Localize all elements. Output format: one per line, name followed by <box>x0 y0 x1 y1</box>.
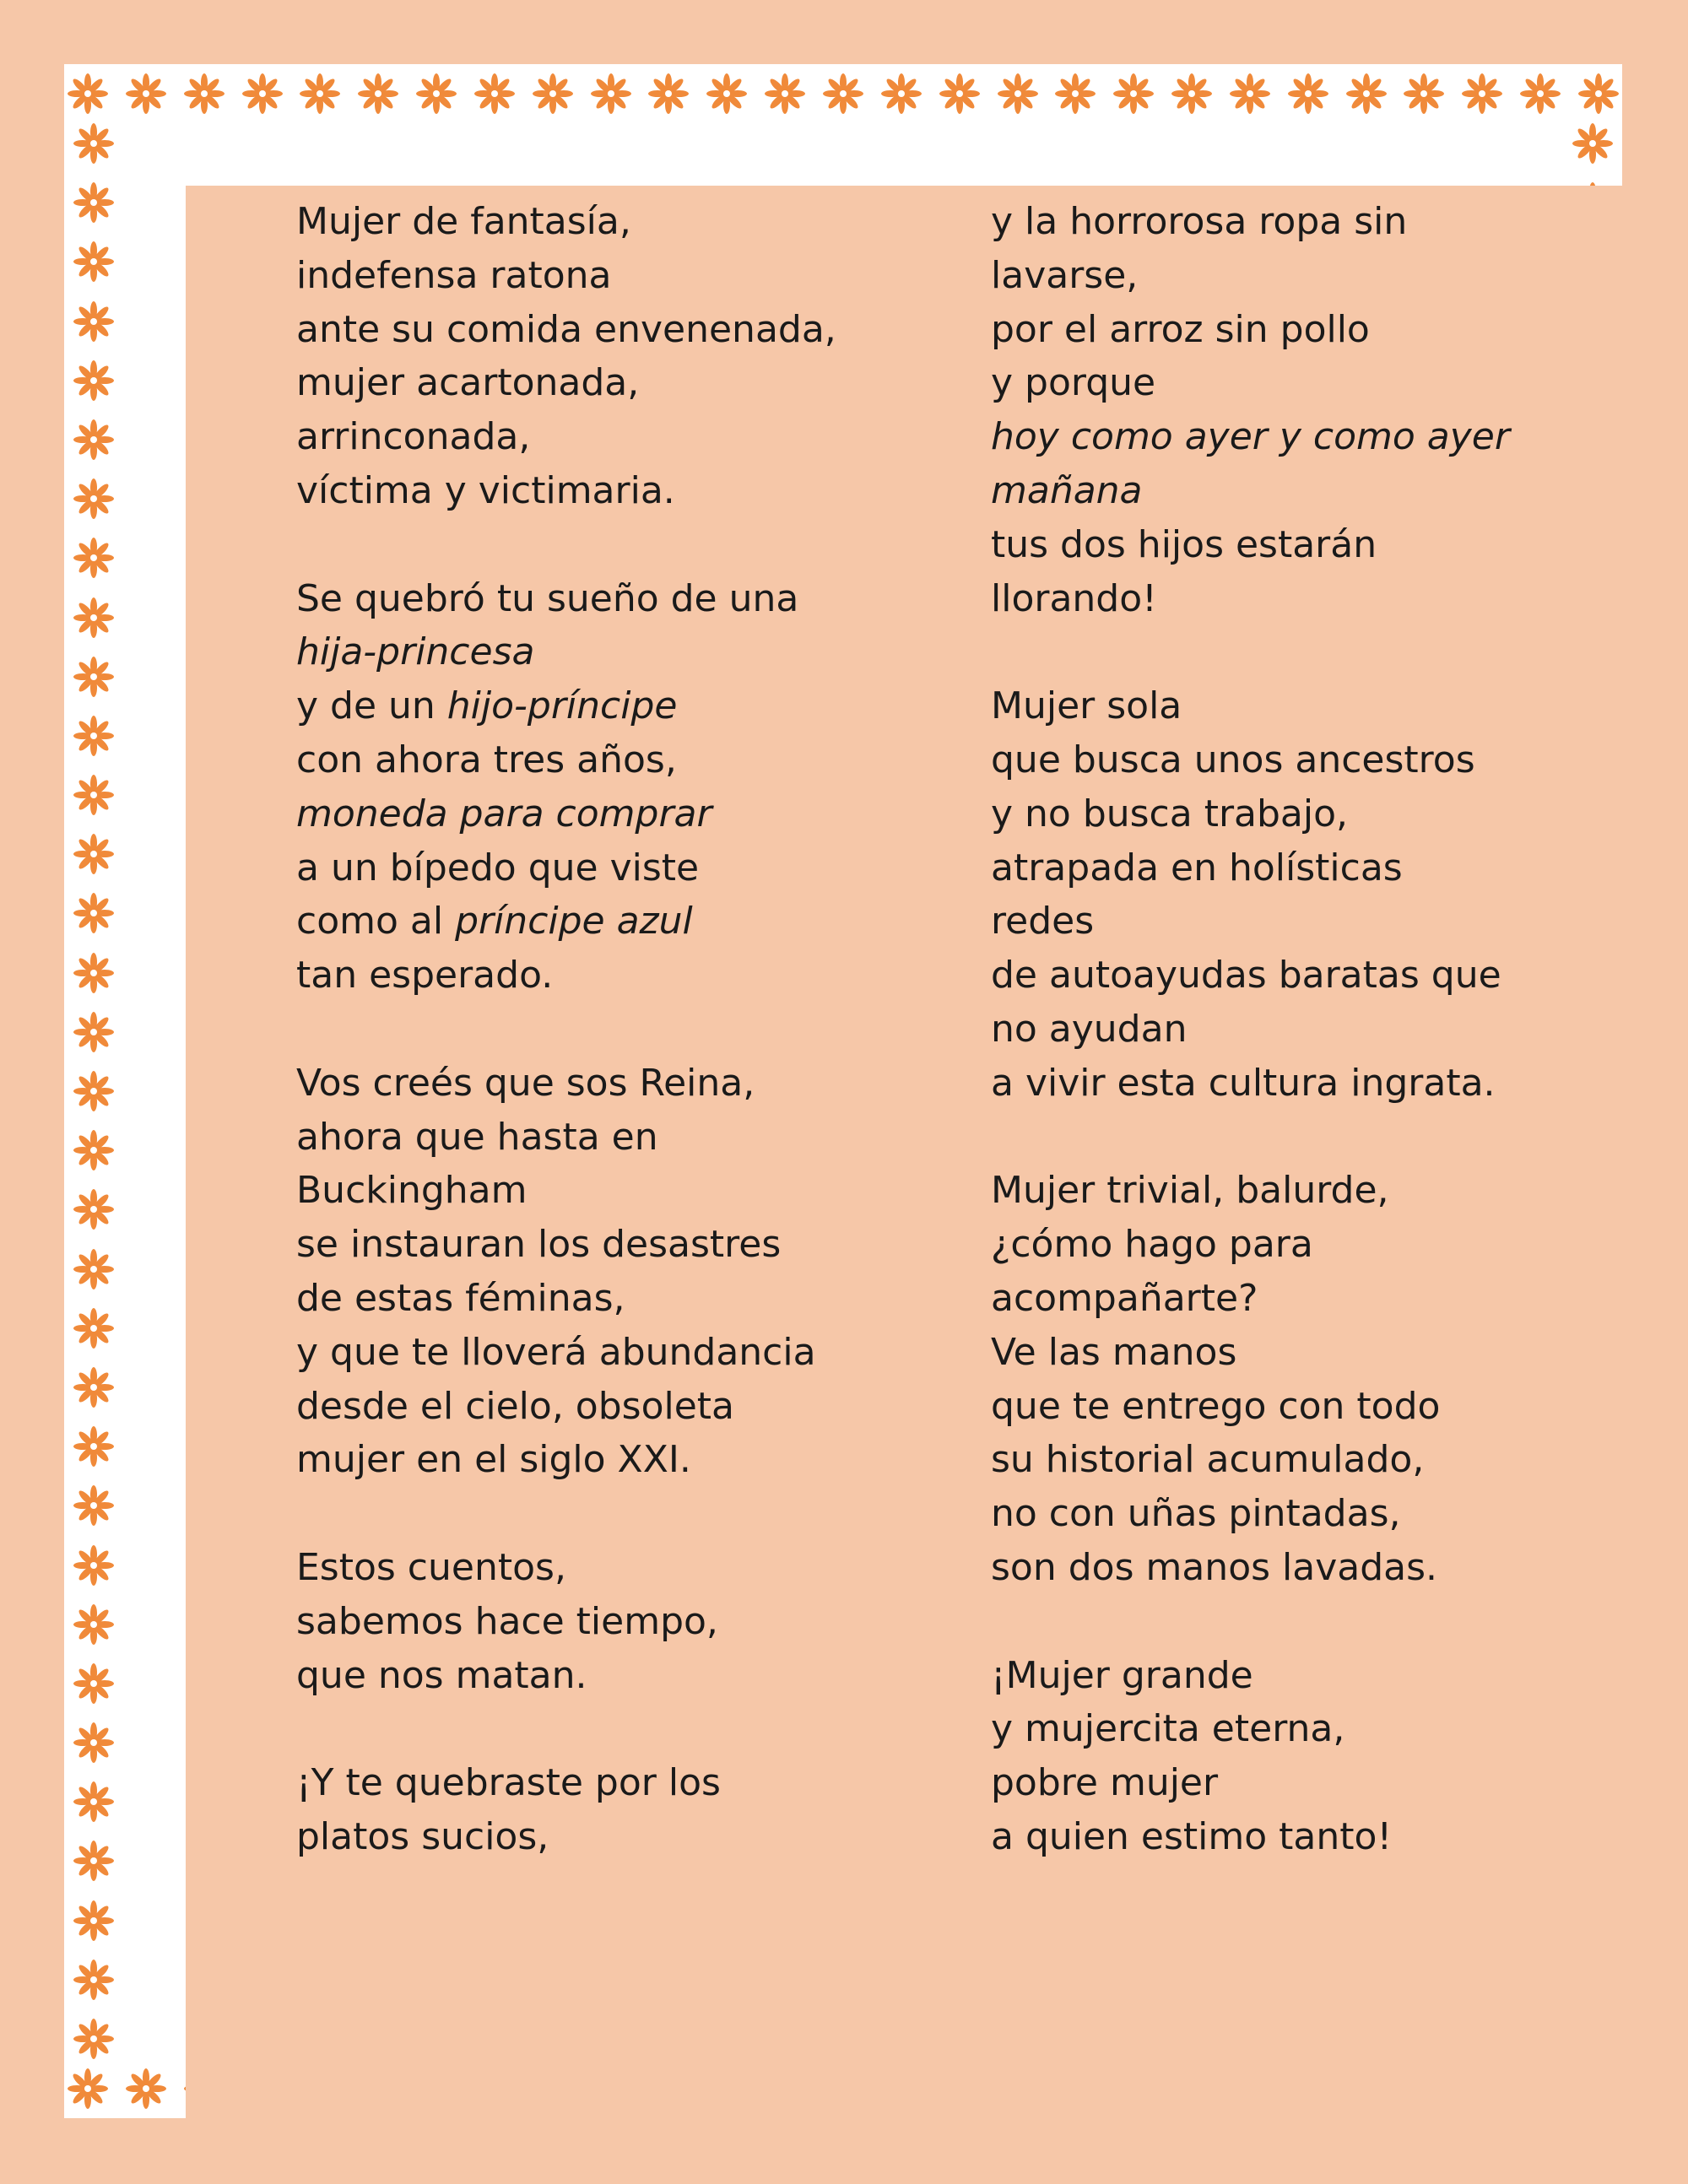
poem-line <box>296 1057 836 1111</box>
poem-line <box>296 1810 836 1864</box>
poem-line <box>296 1595 836 1649</box>
flower-icon <box>298 72 342 116</box>
flower-icon <box>996 72 1040 116</box>
line-text: y porque <box>991 361 1156 405</box>
flower-icon <box>66 72 110 116</box>
flower-icon <box>473 72 517 116</box>
flower-icon <box>72 1365 116 1409</box>
line-text: pobre mujer <box>991 1761 1219 1805</box>
italic-text: mañana <box>991 468 1143 512</box>
poem-line <box>991 1218 1510 1272</box>
flower-icon <box>72 596 116 640</box>
poem-line <box>296 1326 836 1380</box>
flower-icon <box>72 300 116 343</box>
poem-line <box>991 572 1510 626</box>
line-text: mujer acartonada, <box>296 361 640 405</box>
poem-line <box>296 787 836 841</box>
stanza <box>991 1164 1510 1594</box>
poem-line <box>991 895 1510 949</box>
poem-line <box>991 679 1510 733</box>
stanza <box>296 195 836 518</box>
flower-icon <box>72 1603 116 1646</box>
line-text: Mujer trivial, balurde, <box>991 1169 1389 1213</box>
line-text: Buckingham <box>296 1169 528 1213</box>
poem-line <box>991 1756 1510 1810</box>
italic-text: príncipe azul <box>455 900 693 943</box>
poem-line <box>296 356 836 410</box>
line-text: que busca unos ancestros <box>991 738 1475 781</box>
line-text: ahora que hasta en <box>296 1115 658 1159</box>
poem-line <box>991 1649 1510 1703</box>
flower-icon <box>72 832 116 876</box>
line-text: se instauran los desastres <box>296 1223 782 1267</box>
line-text: arrinconada, <box>296 415 531 459</box>
flower-icon <box>1170 72 1214 116</box>
poem-line <box>991 410 1510 464</box>
flower-icon <box>72 1721 116 1765</box>
flower-icon <box>72 1187 116 1231</box>
flower-icon <box>124 2067 168 2111</box>
flower-icon <box>72 1780 116 1824</box>
poem-line <box>296 1433 836 1487</box>
poem-line <box>296 1649 836 1703</box>
flower-icon <box>72 1069 116 1113</box>
poem-column-right <box>991 195 1510 1918</box>
stanza <box>991 679 1510 1110</box>
flower-icon <box>1402 72 1446 116</box>
stanza <box>991 1649 1510 1864</box>
flower-icon <box>763 72 807 116</box>
line-text: con ahora tres años, <box>296 738 677 781</box>
stanza <box>296 1057 836 1487</box>
flower-icon <box>72 1010 116 1054</box>
poem-line <box>296 195 836 249</box>
flower-icon <box>589 72 633 116</box>
line-text: por el arroz sin pollo <box>991 307 1370 351</box>
line-text: y que te lloverá abundancia <box>296 1330 816 1374</box>
line-text: acompañarte? <box>991 1276 1258 1320</box>
flower-icon <box>414 72 458 116</box>
flower-icon <box>72 1662 116 1706</box>
poem-line <box>296 1541 836 1595</box>
poem-line <box>296 895 836 949</box>
line-text: ¡Y te quebraste por los <box>296 1761 721 1805</box>
flower-icon <box>72 1839 116 1883</box>
line-text: Mujer de fantasía, <box>296 200 631 243</box>
poem-line <box>296 1111 836 1165</box>
line-text: tan esperado. <box>296 954 554 997</box>
flower-icon <box>72 1543 116 1587</box>
flower-icon <box>1053 72 1097 116</box>
line-text: Ve las manos <box>991 1330 1237 1374</box>
flower-icon <box>72 2017 116 2061</box>
line-text: sabemos hace tiempo, <box>296 1599 718 1643</box>
poem-line <box>991 1380 1510 1434</box>
flower-icon <box>72 1899 116 1943</box>
poem-line <box>991 1057 1510 1111</box>
line-text: ¡Mujer grande <box>991 1653 1253 1697</box>
flower-icon <box>72 951 116 995</box>
line-text: y la horrorosa ropa sin <box>991 200 1408 243</box>
flower-icon <box>705 72 749 116</box>
line-text: y de un <box>296 684 447 728</box>
line-text: lavarse, <box>991 253 1139 297</box>
line-text: de estas féminas, <box>296 1276 625 1320</box>
line-text: desde el cielo, obsoleta <box>296 1384 734 1428</box>
flower-icon <box>182 72 226 116</box>
flower-icon <box>72 1424 116 1468</box>
line-text: redes <box>991 900 1095 943</box>
line-text: Vos creés que sos Reina, <box>296 1061 755 1105</box>
italic-text: hijo-príncipe <box>446 684 678 728</box>
poem-line <box>991 1272 1510 1326</box>
flower-icon <box>1571 122 1615 165</box>
flower-icon <box>72 240 116 284</box>
flower-icon <box>1344 72 1388 116</box>
line-text: como al <box>296 900 456 943</box>
flower-icon <box>72 714 116 758</box>
flower-icon <box>72 773 116 817</box>
line-text: de autoayudas baratas que <box>991 954 1501 997</box>
flower-icon <box>72 1484 116 1527</box>
poem-line <box>991 1810 1510 1864</box>
line-text: su historial acumulado, <box>991 1438 1425 1482</box>
poem-line <box>991 733 1510 787</box>
poem-line <box>991 787 1510 841</box>
line-text: y no busca trabajo, <box>991 792 1349 835</box>
line-text: llorando! <box>991 576 1157 620</box>
flower-icon <box>72 1306 116 1350</box>
line-text: que nos matan. <box>296 1653 587 1697</box>
poem-line <box>991 949 1510 1003</box>
poem-line <box>296 841 836 895</box>
line-text: mujer en el siglo XXI. <box>296 1438 691 1482</box>
italic-text: moneda para comprar <box>296 792 712 835</box>
poem-line <box>991 1487 1510 1541</box>
border-left <box>66 122 122 2061</box>
flower-icon <box>66 2067 110 2111</box>
border-top <box>66 66 1620 122</box>
line-text: platos sucios, <box>296 1814 549 1858</box>
stanza <box>296 572 836 1003</box>
poem-line <box>991 1003 1510 1057</box>
flower-icon <box>1460 72 1504 116</box>
line-text: y mujercita eterna, <box>991 1707 1345 1751</box>
flower-icon <box>938 72 982 116</box>
line-text: ¿cómo hago para <box>991 1223 1313 1267</box>
stanza <box>296 1541 836 1702</box>
poem-line <box>296 733 836 787</box>
flower-icon <box>72 359 116 403</box>
poem-column-left <box>296 195 836 1918</box>
flower-icon <box>1577 72 1620 116</box>
flower-icon <box>1286 72 1330 116</box>
line-text: tus dos hijos estarán <box>991 522 1377 566</box>
poem-line <box>296 949 836 1003</box>
poem-line <box>991 1702 1510 1756</box>
flower-icon <box>72 1247 116 1291</box>
poem-line <box>296 464 836 518</box>
flower-icon <box>821 72 865 116</box>
italic-text: hija-princesa <box>296 630 535 674</box>
poem-line <box>991 464 1510 518</box>
line-text: víctima y victimaria. <box>296 468 675 512</box>
poem-line <box>296 1272 836 1326</box>
poem-line <box>991 841 1510 895</box>
poem-line <box>991 195 1510 249</box>
poem-line <box>296 625 836 679</box>
italic-text: hoy como ayer y como ayer <box>991 415 1510 459</box>
flower-icon <box>72 1128 116 1172</box>
line-text: indefensa ratona <box>296 253 612 297</box>
poem-line <box>991 249 1510 303</box>
flower-icon <box>72 181 116 224</box>
poem-line <box>991 1326 1510 1380</box>
flower-icon <box>72 536 116 580</box>
poem-line <box>296 1756 836 1810</box>
stanza <box>991 195 1510 625</box>
flower-icon <box>124 72 168 116</box>
line-text: no ayudan <box>991 1007 1188 1051</box>
poem-line <box>296 249 836 303</box>
flower-icon <box>647 72 690 116</box>
line-text: a vivir esta cultura ingrata. <box>991 1061 1496 1105</box>
poem-line <box>991 1433 1510 1487</box>
flower-icon <box>531 72 575 116</box>
flower-icon <box>72 655 116 699</box>
flower-icon <box>72 122 116 165</box>
line-text: que te entrego con todo <box>991 1384 1441 1428</box>
flower-icon <box>356 72 400 116</box>
poem-line <box>296 1164 836 1218</box>
poem-line <box>296 1218 836 1272</box>
flower-icon <box>72 891 116 935</box>
flower-icon <box>1112 72 1155 116</box>
flower-icon <box>241 72 284 116</box>
flower-icon <box>72 418 116 462</box>
line-text: son dos manos lavadas. <box>991 1545 1438 1589</box>
line-text: Estos cuentos, <box>296 1545 566 1589</box>
poem-line <box>991 356 1510 410</box>
line-text: a quien estimo tanto! <box>991 1814 1393 1858</box>
poem-line <box>991 1541 1510 1595</box>
poem-line <box>296 1380 836 1434</box>
line-text: ante su comida envenenada, <box>296 307 836 351</box>
stanza <box>296 1756 836 1864</box>
line-text: no con uñas pintadas, <box>991 1492 1401 1536</box>
poem-line <box>296 572 836 626</box>
poem-line <box>296 410 836 464</box>
flower-icon <box>879 72 923 116</box>
poem-line <box>296 679 836 733</box>
flower-icon <box>72 477 116 521</box>
flower-icon <box>1228 72 1272 116</box>
poem-line <box>296 303 836 357</box>
line-text: a un bípedo que viste <box>296 846 700 889</box>
poem-line <box>991 1164 1510 1218</box>
poem-line <box>991 518 1510 572</box>
flower-icon <box>1518 72 1562 116</box>
line-text: Se quebró tu sueño de una <box>296 576 799 620</box>
flower-icon <box>72 1958 116 2002</box>
poem-line <box>991 303 1510 357</box>
line-text: Mujer sola <box>991 684 1182 728</box>
line-text: atrapada en holísticas <box>991 846 1403 889</box>
